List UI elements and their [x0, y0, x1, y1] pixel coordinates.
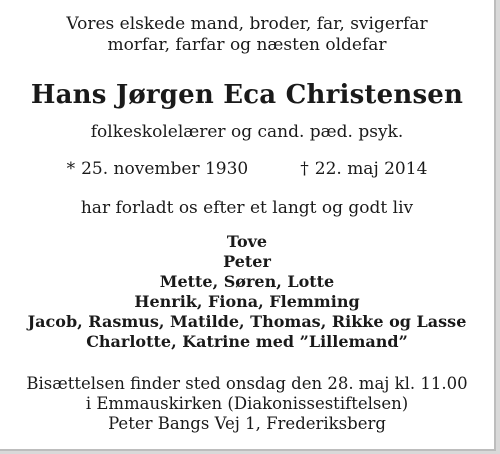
funeral-line-1: Bisættelsen finder sted onsdag den 28. maj kl. 11.00 — [26, 374, 468, 393]
intro-text — [0, 14, 494, 56]
death-cross-icon: † — [300, 159, 309, 179]
birth-star-icon: * — [66, 159, 76, 179]
family-row: Henrik, Fiona, Flemming — [134, 292, 360, 311]
family-row: Peter — [223, 252, 271, 271]
family-row: Charlotte, Katrine med ”Lillemand” — [86, 332, 408, 351]
family-list — [0, 232, 494, 352]
death-date: 22. maj 2014 — [314, 159, 428, 179]
funeral-line-3: Peter Bangs Vej 1, Frederiksberg — [108, 414, 386, 433]
birth-date-group — [67, 159, 249, 179]
family-row: Jacob, Rasmus, Matilde, Thomas, Rikke og Lasse — [27, 312, 467, 331]
passing-message: har forladt os efter et langt og godt liv — [80, 198, 414, 218]
funeral-line-2: i Emmauskirken (Diakonissestiftelsen) — [85, 394, 409, 413]
intro-line-2: morfar, farfar og næsten oldefar — [107, 35, 387, 55]
family-row: Tove — [226, 232, 268, 251]
death-date-group — [300, 159, 427, 179]
funeral-details — [0, 374, 494, 434]
occupation: folkeskolelærer og cand. pæd. psyk. — [90, 122, 404, 142]
family-row: Mette, Søren, Lotte — [159, 272, 335, 291]
life-dates — [0, 159, 494, 179]
birth-date: 25. november 1930 — [81, 159, 249, 179]
intro-line-1: Vores elskede mand, broder, far, svigerfar — [66, 14, 428, 34]
deceased-name: Hans Jørgen Eca Christensen — [30, 80, 464, 110]
